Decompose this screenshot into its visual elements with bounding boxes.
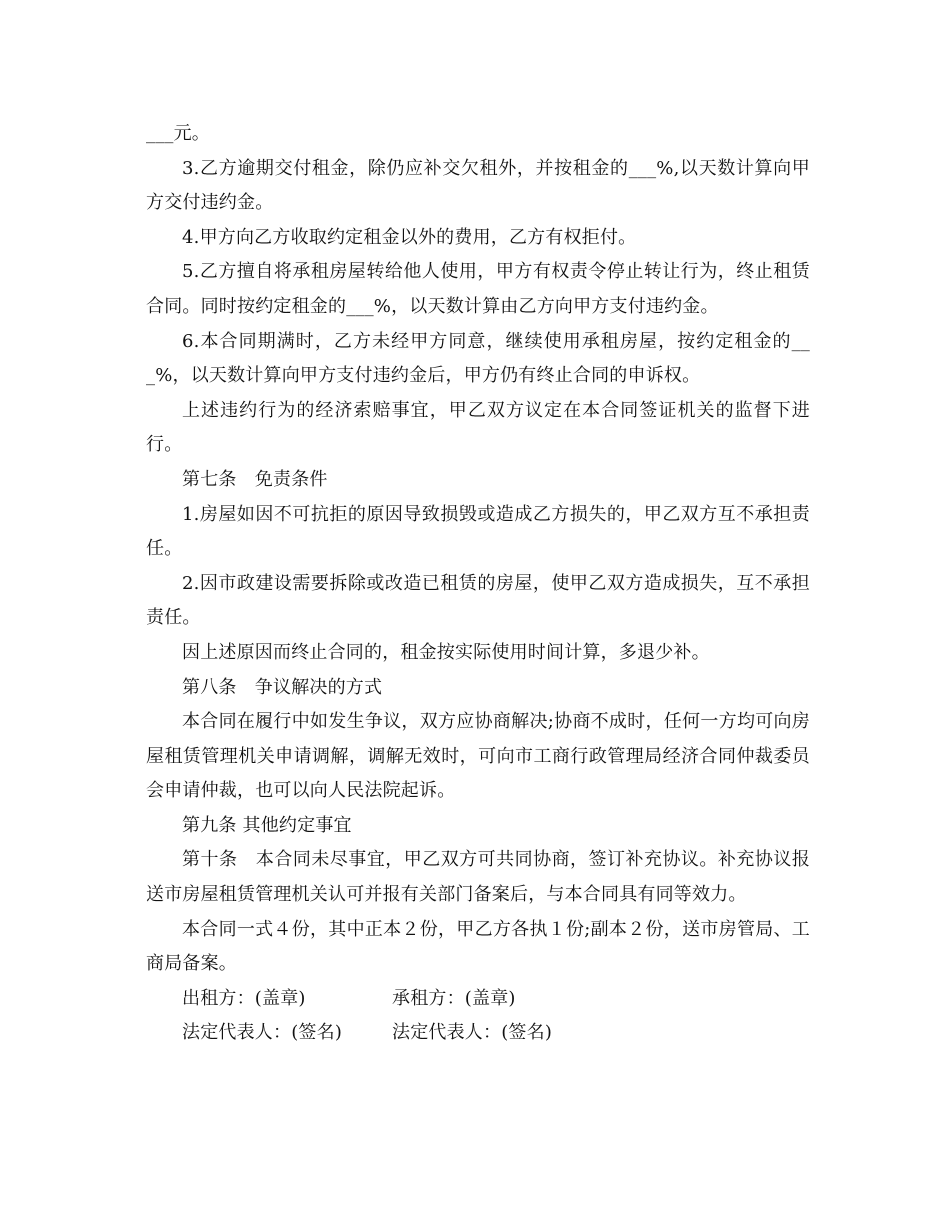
- paragraph-article-7-rent-settlement: 因上述原因而终止合同的，租金按实际使用时间计算，多退少补。: [182, 641, 710, 663]
- paragraph-article-8-disputes: 本合同在履行中如发生争议，双方应协商解决;协商不成时，任何一方均可向房屋租赁管理机关申请调解，调解无效时，可向市工商行政管理局经济合同仲裁委员会申请仲裁，也可以向人民法院起诉。: [146, 711, 810, 802]
- heading-article-7: 第七条 免责条件: [182, 468, 328, 490]
- signature-row-seal: [146, 982, 810, 1017]
- paragraph-clause-4-extra-fees: 4.甲方向乙方收取约定租金以外的费用，乙方有权拒付。: [182, 226, 637, 248]
- document-body: [146, 117, 810, 1051]
- heading-article-8: 第八条 争议解决的方式: [182, 676, 383, 698]
- paragraph-amount-continuation: ___元。: [146, 123, 210, 144]
- paragraph-clause-6-overstay: 6.本合同期满时，乙方未经甲方同意，继续使用承租房屋，按约定租金的___%，以天数计算向甲方支付违约金后，甲方仍有终止合同的申诉权。: [146, 330, 810, 387]
- signature-row-representative: [146, 1016, 810, 1051]
- heading-article-9: 第九条 其他约定事宜: [182, 814, 352, 836]
- lessee-representative-label: 法定代表人：(签名): [392, 1022, 553, 1044]
- lessee-seal-label: 承租方：(盖章): [392, 987, 516, 1009]
- paragraph-article-10: 第十条 本合同未尽事宜，甲乙双方可共同协商，签订补充协议。补充协议报送市房屋租赁管理机关认可并报有关部门备案后，与本合同具有同等效力。: [146, 849, 810, 906]
- paragraph-clause-5-sublet: 5.乙方擅自将承租房屋转给他人使用，甲方有权责令停止转让行为，终止租赁合同。同时按约定租金的___%，以天数计算由乙方向甲方支付违约金。: [146, 261, 810, 317]
- paragraph-article-7-item-2: 2.因市政建设需要拆除或改造已租赁的房屋，使甲乙双方造成损失，互不承担责任。: [146, 572, 810, 629]
- paragraph-clause-3-late-rent: 3.乙方逾期交付租金，除仍应补交欠租外，并按租金的___%,以天数计算向甲方交付违约金。: [146, 157, 810, 214]
- lessor-seal-label: 出租方：(盖章): [182, 987, 306, 1009]
- paragraph-copies: 本合同一式４份，其中正本２份，甲乙方各执１份;副本２份，送市房管局、工商局备案。: [146, 918, 810, 975]
- lessor-representative-label: 法定代表人：(签名): [182, 1022, 343, 1044]
- paragraph-supervision: 上述违约行为的经济索赔事宜，甲乙双方议定在本合同签证机关的监督下进行。: [146, 399, 810, 456]
- paragraph-article-7-item-1: 1.房屋如因不可抗拒的原因导致损毁或造成乙方损失的，甲乙双方互不承担责任。: [146, 503, 810, 560]
